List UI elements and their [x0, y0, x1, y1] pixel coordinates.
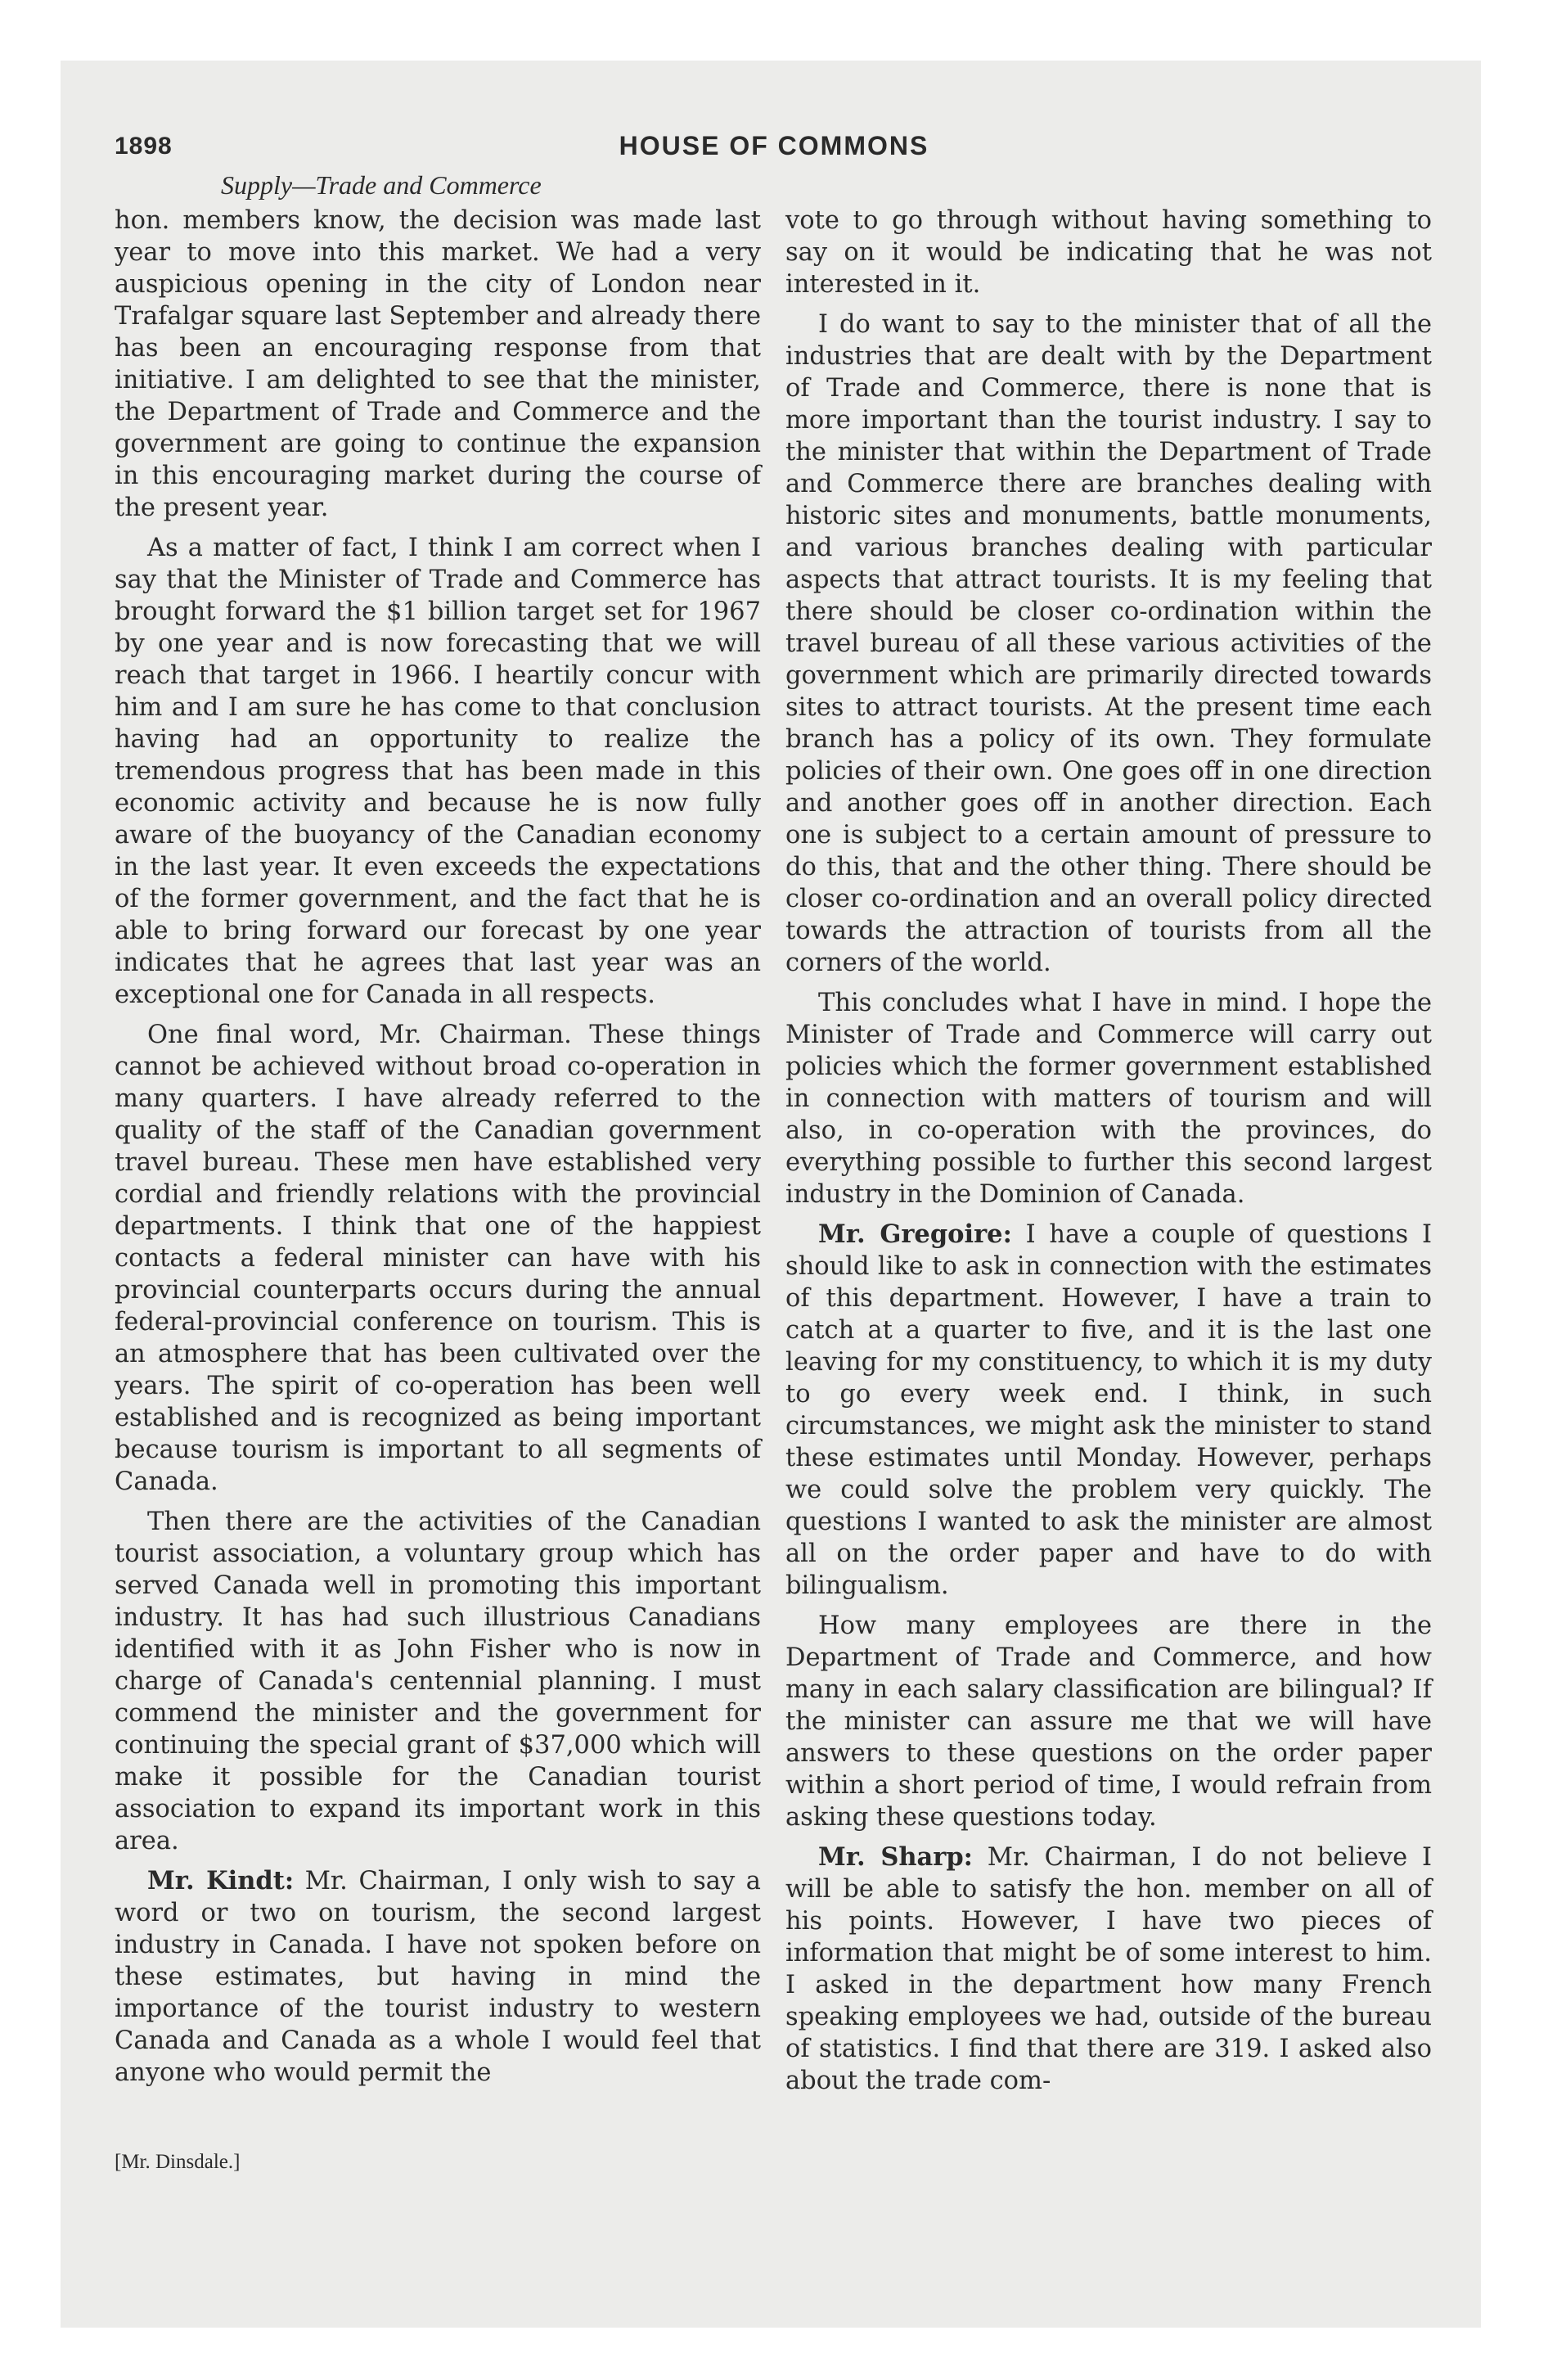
paragraph-speech: [785, 1841, 1432, 2097]
speech-text: Mr. Chairman, I only wish to say a word or two on tourism, the second largest industry in Canada. I have not spoken before on these estimates, but having in mind the importance of the tourist industry to western Canada and Canada as a whole I would feel that anyone who would permit the: [115, 1867, 761, 2087]
paragraph: I do want to say to the minister that of all the industries that are dealt with by the Department of Trade and Commerce, there is none that is more important than the tourist industry. I say to the minister that within the Department of Trade and Commerce there are branches dealing with historic sites and monuments, battle monuments, and various branches dealing with particular aspects that attract tourists. It is my feeling that there should be closer co-ordination within the travel bureau of all these various activities of the government which are primarily directed towards sites to attract tourists. At the present time each branch has a policy of its own. They formulate policies of their own. One goes off in one direction and another goes off in another direction. Each one is subject to a certain amount of pressure to do this, that and the other thing. There should be closer co-ordination and an overall policy directed towards the attraction of tourists from all the corners of the world.: [785, 310, 1432, 977]
left-column: [115, 205, 761, 2097]
page-number: 1898: [115, 133, 173, 160]
paragraph: One final word, Mr. Chairman. These things cannot be achieved without broad co-operation in many quarters. I have already referred to the quality of the staff of the Canadian government travel bureau. These men have established very cordial and friendly relations with the provincial departments. I think that one of the happiest contacts a federal minister can have with his provincial counterparts occurs during the annual federal-provincial conference on tourism. This is an atmosphere that has been cultivated over the years. The spirit of co-operation has been well established and is recognized as being important because tourism is important to all segments of Canada.: [115, 1021, 761, 1496]
speaker-name: Mr. Gregoire:: [818, 1219, 1012, 1249]
paragraph: This concludes what I have in mind. I hope the Minister of Trade and Commerce will carry out policies which the former government established in connection with matters of tourism and will also, in co-operation with the provinces, do everything possible to further this second largest industry in the Dominion of Canada.: [785, 989, 1432, 1209]
paragraph: vote to go through without having something to say on it would be indicating that he was not interested in it.: [785, 206, 1432, 299]
speech-text: Mr. Chairman, I do not believe I will be able to satisfy the hon. member on all of his points. However, I have two pieces of information that might be of some interest to him. I asked in the department how many French speaking employees we had, outside of the bureau of statistics. I find that there are 319. I asked also about the trade com-: [785, 1843, 1432, 2095]
paragraph-speech: [115, 1865, 761, 2089]
running-head: HOUSE OF COMMONS: [619, 131, 929, 160]
paragraph: Then there are the activities of the Canadian tourist association, a voluntary group which has served Canada well in promoting this important industry. It has had such illustrious Canadians identified with it as John Fisher who is now in charge of Canada's centennial planning. I must commend the minister and the government for continuing the special grant of $37,000 which will make it possible for the Canadian tourist association to expand its important work in this area.: [115, 1508, 761, 1855]
paragraph: As a matter of fact, I think I am correct when I say that the Minister of Trade and Commerce has brought forward the $1 billion target set for 1967 by one year and is now forecasting that we will reach that target in 1966. I heartily concur with him and I am sure he has come to that conclusion having had an opportunity to realize the tremendous progress that has been made in this economic activity and because he is now fully aware of the buoyancy of the Canadian economy in the last year. It even exceeds the expectations of the former government, and the fact that he is able to bring forward our forecast by one year indicates that he agrees that last year was an exceptional one for Canada in all respects.: [115, 534, 761, 1009]
section-subhead: Supply—Trade and Commerce: [221, 170, 542, 200]
paragraph: hon. members know, the decision was made last year to move into this market. We had a very auspicious opening in the city of London near Trafalgar square last September and already there has been an encouraging response from that initiative. I am delighted to see that the minister, the Department of Trade and Commerce and the government are going to continue the expansion in this encouraging market during the course of the present year.: [115, 206, 761, 522]
footer-note: [Mr. Dinsdale.]: [115, 2151, 241, 2173]
speaker-name: Mr. Kindt:: [147, 1866, 295, 1895]
paragraph: How many employees are there in the Department of Trade and Commerce, and how many in each salary classification are bilingual? If the minister can assure me that we will have answers to these questions on the order paper within a short period of time, I would refrain from asking these questions today.: [785, 1611, 1432, 1832]
paragraph-speech: [785, 1219, 1432, 1602]
speech-text: I have a couple of questions I should like to ask in connection with the estimates of this department. However, I have a train to catch at a quarter to five, and it is the last one leaving for my constituency, to which it is my duty to go every week end. I think, in such circumstances, we might ask the minister to stand these estimates until Monday. However, perhaps we could solve the problem very quickly. The questions I wanted to ask the minister are almost all on the order paper and have to do with bilingualism.: [785, 1220, 1433, 1600]
right-column: [785, 205, 1432, 2105]
speaker-name: Mr. Sharp:: [818, 1842, 973, 1872]
